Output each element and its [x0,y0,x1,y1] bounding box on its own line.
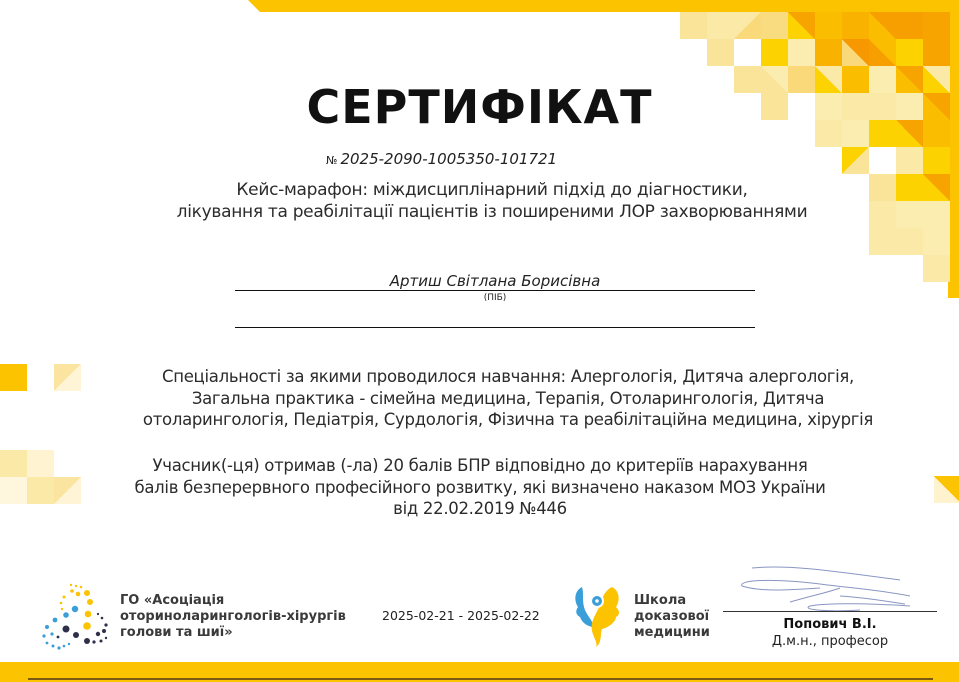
bottom-divider [28,678,933,680]
signature-line [723,611,937,612]
association-name-line: оториноларингологів-хірургів [120,609,346,624]
association-logo-icon [38,582,118,652]
points-line: Учасник(-ця) отримав (-ла) 20 балів БПР відповідно до критеріїв нарахування [152,456,808,475]
specialties-line: отоларингологія, Педіатрія, Сурдологія, Фізична та реабілітаційна медицина, хірургія [142,410,874,429]
blank-underline [235,327,755,328]
recipient-name: Артиш Світлана Борисівна [389,272,601,290]
event-dates: 2025-02-21 - 2025-02-22 [382,608,540,623]
name-underline [235,290,755,291]
specialties-text [0,366,959,431]
association-name-line: голови та шиї» [120,625,233,640]
certificate-title: СЕРТИФІКАТ [306,80,653,134]
signature-icon [730,560,940,612]
certificate-number-value: 2025-2090-1005350-101721 [340,150,558,168]
school-name-line: Школа [634,593,687,608]
top-accent-bar [248,0,959,12]
certificate-number [326,150,557,168]
signer-title: Д.м.н., професор [771,634,889,649]
cpd-points-text [0,455,959,520]
course-title-line: лікування та реабілітації пацієнтів із поширеними ЛОР захворюваннями [176,202,808,222]
course-title-line: Кейс-марафон: міждисциплінарний підхід до діагностики, [236,180,748,200]
signer-name: Попович В.І. [783,617,877,632]
school-name-line: доказової [634,609,710,624]
name-caption: (ПІБ) [483,293,507,303]
points-line: балів безперервного професійного розвитку, які визначено наказом МОЗ України [134,477,826,497]
points-line: від 22.02.2019 №446 [393,499,567,518]
number-symbol: № [326,154,338,167]
school-name [634,593,710,641]
association-name-line: ГО «Асоціація [120,593,225,608]
school-logo-icon [572,585,624,647]
association-name [120,593,346,641]
specialties-line: Загальна практика - сімейна медицина, Терапія, Отоларингологія, Дитяча [191,388,825,408]
course-title [0,179,959,223]
specialties-line: Спеціальності за якими проводилося навчання: Алергологія, Дитяча алергологія, [162,367,854,386]
school-name-line: медицини [634,625,710,640]
